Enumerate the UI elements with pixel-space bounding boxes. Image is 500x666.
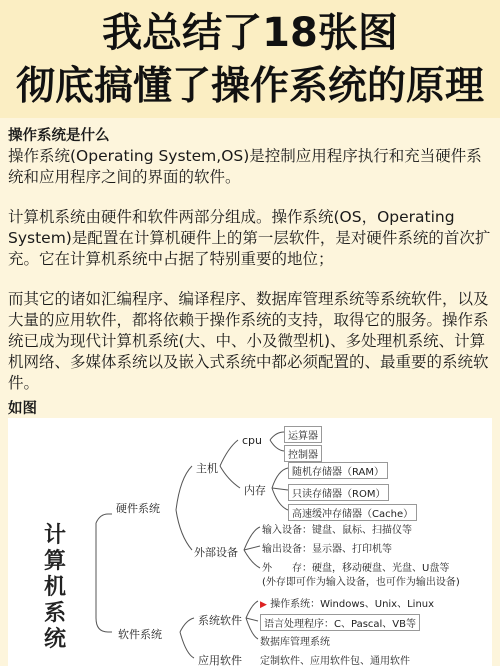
root-char-3: 机 xyxy=(44,575,67,600)
leaf-controller: 控制器 xyxy=(284,445,322,462)
root-char-1: 计 xyxy=(44,523,67,548)
root-char-4: 系 xyxy=(44,601,67,626)
leaf-output: 输出设备：显示器、打印机等 xyxy=(262,544,392,555)
section-heading: 操作系统是什么 xyxy=(8,128,110,144)
computer-system-diagram xyxy=(8,418,492,666)
paragraph-2: 计算机系统由硬件和软件两部分组成。操作系统(OS，Operating System)是配置在计算机硬件上的第一层软件，是对硬件系统的首次扩充。它在计算机系统中占据了特别重要的地位； xyxy=(8,208,491,268)
leaf-cache: 高速缓冲存储器（Cache） xyxy=(288,504,417,521)
leaf-external-note: (外存即可作为输入设备，也可作为输出设备) xyxy=(262,577,460,588)
leaf-external: 外 存：硬盘，移动硬盘、光盘、U盘等 xyxy=(262,563,450,574)
title-line-1: 我总结了18张图 xyxy=(102,10,398,56)
node-memory: 内存 xyxy=(244,484,266,497)
node-host: 主机 xyxy=(196,462,218,475)
leaf-alu: 运算器 xyxy=(284,426,322,443)
leaf-os-text: 操作系统：Windows、Unix、Linux xyxy=(270,599,435,610)
leaf-input: 输入设备：键盘、鼠标、扫描仪等 xyxy=(262,525,412,536)
leaf-app-items: 定制软件、应用软件包、通用软件 xyxy=(260,656,410,666)
root-char-5: 统 xyxy=(44,627,67,652)
node-app-software: 应用软件 xyxy=(198,654,242,666)
leaf-rom: 只读存储器（ROM） xyxy=(288,484,389,501)
node-cpu: cpu xyxy=(242,434,263,447)
node-peripheral: 外部设备 xyxy=(194,546,238,559)
leaf-ram: 随机存储器（RAM） xyxy=(288,462,388,479)
leaf-db: 数据库管理系统 xyxy=(260,637,330,648)
node-system-software: 系统软件 xyxy=(198,614,242,627)
node-software: 软件系统 xyxy=(118,628,162,641)
article-body xyxy=(8,126,494,413)
leaf-lang: 语言处理程序：C、Pascal、VB等 xyxy=(260,614,420,631)
root-char-2: 算 xyxy=(44,549,67,574)
paragraph-3: 而其它的诸如汇编程序、编译程序、数据库管理系统等系统软件，以及大量的应用软件，都将依赖于操作系统的支持，取得它的服务。操作系统已成为现代计算机系统(大、中、小及微型机)、多处理机系统、计算机网络、多媒体系统以及嵌入式系统中都必须配置的、最重要的系统软件。 xyxy=(8,290,489,392)
title-line-2: 彻底搞懂了操作系统的原理 xyxy=(15,64,484,109)
flag-icon: ▶ xyxy=(260,600,267,610)
paragraph-1: 操作系统(Operating System,OS)是控制应用程序执行和充当硬件系统和应用程序之间的界面的软件。 xyxy=(8,147,482,186)
node-hardware: 硬件系统 xyxy=(116,502,160,515)
leaf-os xyxy=(260,595,434,610)
figure-label: 如图 xyxy=(8,401,37,417)
